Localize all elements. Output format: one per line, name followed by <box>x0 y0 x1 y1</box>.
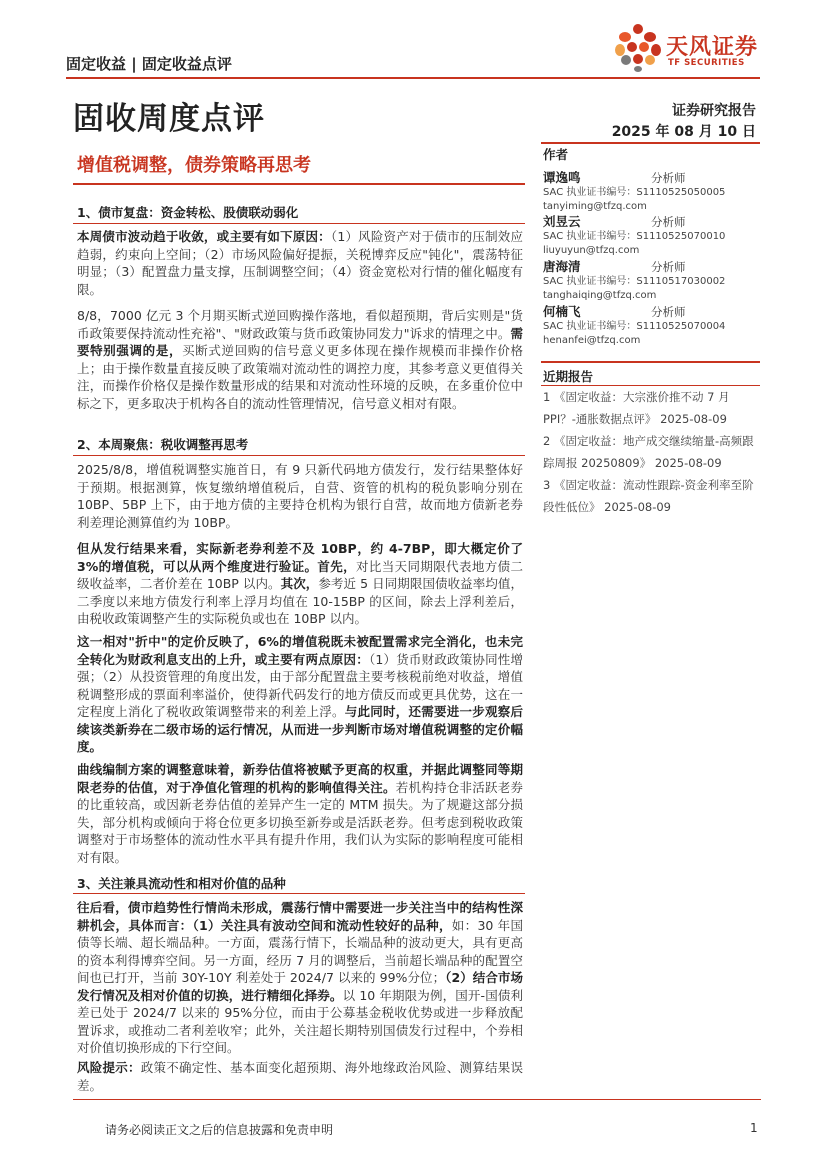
section-3-paragraph-1 <box>77 899 523 1057</box>
author-email[interactable]: tanyiming@tfzq.com <box>543 201 647 212</box>
section-2-p3-lead: 这一相对"折中"的定价反映了，6%的增值税既未被配置需求完全消化，也未完全转化为财政利息支出的上升，或主要有两点原因： <box>77 634 523 667</box>
section-1-p1-body: （1）风险资产对于债市的压制效应趋弱，约束向上空间；（2）市场风险偏好提振，关税博弈反应"钝化"，震荡特征明显；（3）配置盘力量支撑，压制调整空间；（4）资金宽松对行情的催化幅度有限。 <box>77 229 523 297</box>
author-name: 刘昱云 <box>543 214 581 229</box>
author-name: 唐海清 <box>543 259 581 274</box>
recent-report-item[interactable]: 1 《固定收益：大宗涨价推不动 7 月 PPI？-通胀数据点评》 2025-08-09 <box>543 390 730 426</box>
footer-divider <box>73 1099 761 1100</box>
author-role: 分析师 <box>651 215 686 229</box>
report-category: 固定收益 | 固定收益点评 <box>66 55 232 73</box>
subtitle-divider <box>73 183 525 185</box>
section-1-p2-body-1: 8/8，7000 亿元 3 个月期买断式逆回购操作落地，看似超预期，背后实则是"货币政策要保持流动性充裕"、"财政政策与货币政策协同发力"诉求的情理之中。 <box>77 308 523 341</box>
recent-report-item[interactable]: 2 《固定收益：地产成交继续缩量-高频跟踪周报 20250809》 2025-08-09 <box>543 434 754 470</box>
logo-name: 天风证券 <box>666 35 759 60</box>
author-card <box>543 256 758 303</box>
recent-reports-heading: 近期报告 <box>543 369 594 384</box>
section-2-p2-emphasis: 其次， <box>280 576 319 591</box>
author-name: 何楠飞 <box>543 304 581 319</box>
section-2-p3-conclusion: 与此同时，还需要进一步观察后续该类新券在二级市场的运行情况，从而进一步判断市场对增值税调整的定价幅度。 <box>77 704 523 754</box>
risk-warning <box>77 1059 523 1094</box>
page-title: 固收周度点评 <box>73 101 265 137</box>
author-certificate: SAC 执业证书编号：S1110525070004 <box>543 321 726 332</box>
author-card <box>543 301 758 348</box>
author-certificate: SAC 执业证书编号：S1110525050005 <box>543 187 726 198</box>
section-1-p2-emphasis: 需要特别强调的是， <box>77 325 523 358</box>
author-email[interactable]: henanfei@tfzq.com <box>543 335 641 346</box>
section-3-p1-emphasis: （2）结合市场发行情况及相对价值的切换，进行精细化择券。 <box>77 970 523 1003</box>
page-number: 1 <box>750 1121 758 1135</box>
section-2-heading: 2、本周聚焦：税收调整再思考 <box>77 437 249 452</box>
section-1-paragraph-2 <box>77 307 523 412</box>
author-card <box>543 211 758 258</box>
company-logo <box>612 22 762 72</box>
header-divider <box>66 77 760 79</box>
recent-report-item[interactable]: 3 《固定收益：流动性跟踪-资金利率至阶段性低位》 2025-08-09 <box>543 478 754 514</box>
section-2-p4-body: 若机构持仓非活跃老券的比重较高，或因新老券估值的差异产生一定的 MTM 损失。为了规避这部分损失，部分机构或倾向于将仓位更多切换至新券或是活跃老券。但考虑到税收政策调整对于市场整体的流动性水平具有提升作用，我们认为实际的影响程度可能相对有限。 <box>77 779 523 865</box>
section-1-p1-lead: 本周债市波动趋于收敛，或主要有如下原因： <box>77 229 331 244</box>
section-2-paragraph-4 <box>77 761 523 866</box>
section-2-paragraph-1 <box>77 461 523 531</box>
logo-mark-icon <box>612 22 664 72</box>
author-role: 分析师 <box>651 260 686 274</box>
risk-warning-label: 风险提示： <box>77 1060 141 1075</box>
report-date: 2025 年 08 月 10 日 <box>611 124 756 140</box>
section-1-p2-body-2: 买断式逆回购的信号意义更多体现在操作规模而非操作价格上；由于操作数量直接反映了政策端对流动性的调控力度，其参考意义更值得关注，而操作价格仅是操作数量形成的结果和对流动性环境的反映，在多重价位中标之下，更多取决于机构各自的流动性管理情况，信号意义相对有限。 <box>77 343 523 411</box>
sidebar-divider <box>541 142 760 144</box>
section-2-p2-lead: 但从发行结果来看，实际新老券利差不及 10BP，约 4-7BP，即大概定价了 3%的增值税，可以从两个维度进行验证。首先， <box>77 541 523 574</box>
section-2-p3-body: （1）货币财政政策协同性增强；（2）从投资管理的角度出发，由于部分配置盘主要考核税前绝对收益，增值税调整形成的票面利率溢价，使得新代码发行的地方债反而或更具优势，这在一定程度上消化了税收政策调整带来的利差上浮。 <box>77 651 523 719</box>
risk-warning-text: 政策不确定性、基本面变化超预期、海外地缘政治风险、测算结果误差。 <box>77 1060 523 1093</box>
author-email[interactable]: liuyuyun@tfzq.com <box>543 245 640 256</box>
section-2-p4-lead: 曲线编制方案的调整意味着，新券估值将被赋予更高的权重，并据此调整同等期限老券的估值，对于净值化管理的机构的影响值得关注。 <box>77 762 523 795</box>
section-1-divider <box>73 223 525 224</box>
section-2-p1-body: 2025/8/8，增值税调整实施首日，有 9 只新代码地方债发行，发行结果整体好于预期。根据测算，恢复缴纳增值税后，自营、资管的机构的税负影响分别在 10BP、5BP 上下，由于地方债的主要持仓机构为银行自营，故而地方债新老券利差理论测算值约为 10BP。 <box>77 462 523 530</box>
section-3-heading: 3、关注兼具流动性和相对价值的品种 <box>77 876 286 891</box>
author-card <box>543 167 758 214</box>
report-type: 证券研究报告 <box>672 103 756 119</box>
author-certificate: SAC 执业证书编号：S1110517030002 <box>543 276 726 287</box>
logo-english-name: TF SECURITIES <box>668 58 745 68</box>
section-1-paragraph-1 <box>77 228 523 298</box>
report-subtitle: 增值税调整，债券策略再思考 <box>77 155 311 176</box>
author-name: 谭逸鸣 <box>543 170 581 185</box>
authors-heading: 作者 <box>543 147 569 162</box>
section-3-p1-body-2: 以 10 年期限为例，国开-国债利差已处于 2024/7 以来的 95%分位，而由于公募基金税收优势或进一步释放配置诉求，或推动二者利差收窄；此外，关注超长期特别国债发行过程中，个券相对价值切换形成的下行空间。 <box>77 987 523 1055</box>
section-1-heading: 1、债市复盘：资金转松、股债联动弱化 <box>77 205 299 220</box>
section-2-p2-body-1: 对比当天同期限代表地方债二级收益率，二者价差在 10BP 以内。 <box>77 558 523 591</box>
author-role: 分析师 <box>651 305 686 319</box>
section-3-p1-lead: 往后看，债市趋势性行情尚未形成，震荡行情中需要进一步关注当中的结构性深耕机会，具体而言：（1）关注具有波动空间和流动性较好的品种， <box>77 900 523 933</box>
section-3-divider <box>73 893 525 894</box>
disclaimer-note: 请务必阅读正文之后的信息披露和免责申明 <box>105 1123 334 1137</box>
author-certificate: SAC 执业证书编号：S1110525070010 <box>543 231 726 242</box>
section-3-p1-body-1: 如：30 年国债等长端、超长端品种。一方面，震荡行情下，长端品种的波动更大，具有更高的资本利得博弈空间。另一方面，经历 7 月的调整后，当前超长端品种的配置空间也已打开，当前 30Y-10Y 利差处于 2024/7 以来的 99%分位； <box>77 917 523 985</box>
section-2-paragraph-2 <box>77 540 523 628</box>
author-email[interactable]: tanghaiqing@tfzq.com <box>543 290 657 301</box>
author-role: 分析师 <box>651 171 686 185</box>
recent-reports-divider <box>541 361 760 363</box>
section-2-paragraph-3 <box>77 633 523 756</box>
section-2-p2-body-2: 参考近 5 日同期限国债收益率均值，二季度以来地方债发行利率上浮月均值在 10-15BP 的区间，除去上浮利差后，由税收政策调整产生的实际税负或也在 10BP 以内。 <box>77 576 523 626</box>
section-2-divider <box>73 455 525 456</box>
